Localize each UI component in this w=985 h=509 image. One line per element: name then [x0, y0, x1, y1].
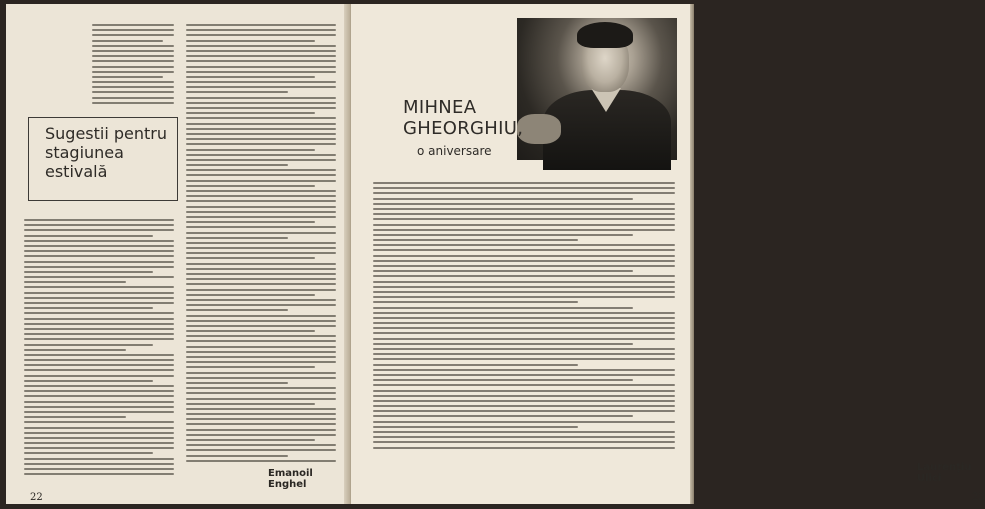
text-line — [92, 86, 174, 88]
text-line — [24, 318, 174, 320]
text-line — [186, 273, 336, 275]
text-line — [24, 328, 174, 330]
text-line — [24, 271, 153, 273]
text-line — [24, 349, 126, 351]
text-line — [186, 71, 336, 73]
text-line — [373, 338, 675, 340]
text-line — [373, 239, 578, 241]
text-line — [92, 102, 174, 104]
text-line — [373, 421, 675, 423]
text-line — [186, 403, 315, 405]
text-line — [24, 354, 174, 356]
text-line — [186, 164, 288, 166]
text-line — [24, 250, 174, 252]
right-author: Laurențiu Ulici — [917, 462, 972, 484]
text-line — [186, 86, 336, 88]
text-line — [186, 185, 315, 187]
text-line — [186, 216, 336, 218]
text-line — [373, 317, 675, 319]
text-line — [186, 180, 336, 182]
text-line — [373, 410, 675, 412]
text-line — [186, 387, 336, 389]
text-line — [373, 198, 633, 200]
text-line — [373, 358, 675, 360]
text-line — [186, 237, 288, 239]
text-line — [186, 76, 315, 78]
text-line — [24, 447, 174, 449]
magazine-spread — [6, 4, 985, 504]
text-line — [186, 377, 336, 379]
text-line — [92, 45, 174, 47]
text-line — [24, 312, 174, 314]
text-line — [186, 268, 336, 270]
text-line — [186, 356, 336, 358]
text-line — [373, 301, 578, 303]
text-line — [24, 286, 174, 288]
text-line — [186, 439, 315, 441]
text-line — [24, 375, 174, 377]
text-line — [92, 40, 163, 42]
text-line — [24, 235, 153, 237]
text-line — [373, 405, 675, 407]
text-line — [24, 463, 174, 465]
text-line — [373, 192, 675, 194]
text-line — [92, 24, 174, 26]
text-line — [373, 415, 633, 417]
text-line — [186, 361, 336, 363]
text-line — [24, 255, 174, 257]
right-page — [351, 4, 985, 504]
text-line — [92, 29, 174, 31]
text-line — [24, 458, 174, 460]
text-line — [24, 307, 153, 309]
text-line — [186, 200, 336, 202]
text-line — [186, 444, 336, 446]
text-line — [373, 441, 675, 443]
text-line — [186, 97, 336, 99]
text-line — [186, 398, 336, 400]
text-line — [24, 390, 174, 392]
text-line — [186, 418, 336, 420]
text-line — [186, 66, 336, 68]
text-line — [373, 436, 675, 438]
text-line — [186, 133, 336, 135]
text-line — [186, 434, 336, 436]
text-line — [186, 408, 336, 410]
text-line — [186, 29, 336, 31]
text-line — [186, 366, 315, 368]
text-line — [186, 315, 336, 317]
text-line — [373, 447, 675, 449]
text-line — [24, 224, 174, 226]
text-line — [373, 187, 675, 189]
text-line — [186, 299, 336, 301]
text-line — [24, 473, 174, 475]
text-line — [186, 24, 336, 26]
text-line — [186, 325, 336, 327]
text-line — [373, 390, 675, 392]
text-line — [186, 392, 336, 394]
text-line — [373, 384, 675, 386]
text-line — [373, 296, 675, 298]
text-line — [373, 348, 675, 350]
text-line — [186, 91, 288, 93]
left-column-bottom — [24, 219, 174, 478]
text-line — [186, 449, 336, 451]
text-line — [186, 60, 336, 62]
article-title-box — [28, 117, 178, 201]
text-line — [186, 123, 336, 125]
text-line — [24, 406, 174, 408]
text-line — [24, 338, 174, 340]
text-line — [373, 265, 675, 267]
text-line — [24, 380, 153, 382]
text-line — [24, 421, 174, 423]
text-line — [373, 400, 675, 402]
text-line — [92, 76, 163, 78]
text-line — [373, 218, 675, 220]
text-line — [186, 257, 315, 259]
text-line — [24, 452, 153, 454]
text-line — [186, 154, 336, 156]
text-line — [373, 374, 675, 376]
text-line — [186, 320, 336, 322]
portrait-title-line-2: GHEORGHIU, — [403, 118, 524, 139]
text-line — [186, 455, 288, 457]
article-title-line-2: stagiunea — [45, 143, 124, 162]
text-line — [186, 81, 336, 83]
text-line — [24, 442, 174, 444]
text-line — [373, 281, 675, 283]
text-line — [186, 190, 336, 192]
text-line — [373, 182, 675, 184]
text-line — [24, 395, 174, 397]
text-line — [186, 195, 336, 197]
text-line — [373, 426, 578, 428]
text-line — [24, 437, 174, 439]
text-line — [186, 278, 336, 280]
text-line — [24, 266, 174, 268]
text-line — [24, 245, 174, 247]
text-line — [186, 242, 336, 244]
text-line — [186, 330, 315, 332]
text-line — [24, 364, 174, 366]
text-line — [186, 382, 288, 384]
text-line — [186, 263, 336, 265]
text-line — [373, 229, 675, 231]
text-line — [186, 174, 336, 176]
portrait-subtitle: o aniversare — [417, 144, 492, 158]
text-line — [186, 221, 315, 223]
text-line — [373, 343, 633, 345]
text-line — [186, 429, 336, 431]
text-line — [373, 327, 675, 329]
text-line — [186, 304, 336, 306]
text-line — [373, 255, 675, 257]
text-line — [373, 249, 675, 251]
text-line — [186, 351, 336, 353]
text-line — [186, 128, 336, 130]
text-line — [24, 281, 126, 283]
text-line — [186, 372, 336, 374]
text-line — [24, 276, 174, 278]
text-line — [92, 81, 174, 83]
text-line — [373, 224, 675, 226]
text-line — [24, 401, 174, 403]
text-line — [186, 50, 336, 52]
text-line — [24, 229, 174, 231]
left-page-number: 22 — [30, 492, 43, 503]
text-line — [373, 307, 633, 309]
text-line — [373, 203, 675, 205]
text-line — [373, 395, 675, 397]
right-page-number: 23 — [972, 492, 985, 503]
text-line — [186, 247, 336, 249]
text-line — [373, 208, 675, 210]
text-line — [24, 432, 174, 434]
text-line — [186, 423, 336, 425]
text-line — [186, 294, 315, 296]
text-line — [24, 468, 174, 470]
text-line — [186, 149, 315, 151]
text-line — [373, 244, 675, 246]
text-line — [24, 219, 174, 221]
text-line — [186, 283, 336, 285]
text-line — [373, 275, 675, 277]
text-line — [186, 211, 336, 213]
text-line — [373, 353, 675, 355]
text-line — [373, 322, 675, 324]
text-line — [186, 252, 336, 254]
text-line — [24, 385, 174, 387]
portrait-title-line-1: MIHNEA — [403, 97, 477, 118]
text-line — [24, 427, 174, 429]
text-line — [92, 60, 174, 62]
text-line — [24, 240, 174, 242]
text-line — [24, 411, 174, 413]
text-line — [186, 226, 336, 228]
text-line — [92, 34, 174, 36]
text-line — [24, 292, 174, 294]
left-column-top — [92, 24, 174, 107]
text-line — [186, 413, 336, 415]
text-line — [186, 112, 315, 114]
text-line — [186, 45, 336, 47]
text-line — [186, 335, 336, 337]
text-line — [373, 369, 675, 371]
text-line — [186, 309, 288, 311]
text-line — [186, 102, 336, 104]
text-line — [373, 234, 633, 236]
text-line — [373, 312, 675, 314]
text-line — [24, 344, 153, 346]
text-line — [186, 138, 336, 140]
text-line — [186, 159, 336, 161]
left-author: Emanoil Enghel — [268, 468, 313, 490]
text-line — [373, 286, 675, 288]
text-line — [373, 270, 633, 272]
text-line — [92, 71, 174, 73]
text-line — [24, 297, 174, 299]
right-column — [186, 24, 336, 465]
text-line — [186, 206, 336, 208]
text-line — [373, 213, 675, 215]
text-line — [92, 55, 174, 57]
text-line — [24, 323, 174, 325]
text-line — [186, 34, 336, 36]
text-line — [186, 289, 336, 291]
text-line — [186, 346, 336, 348]
portrait-title — [403, 97, 543, 139]
text-line — [24, 359, 174, 361]
left-page — [6, 4, 349, 504]
text-line — [92, 66, 174, 68]
article-title-line-3: estivală — [45, 162, 108, 181]
text-line — [373, 379, 633, 381]
text-line — [186, 143, 336, 145]
text-line — [24, 416, 126, 418]
text-line — [373, 291, 675, 293]
text-line — [92, 91, 174, 93]
text-line — [373, 332, 675, 334]
text-line — [186, 340, 336, 342]
text-line — [92, 97, 174, 99]
page-edge — [690, 4, 694, 504]
text-line — [186, 117, 336, 119]
text-line — [373, 364, 578, 366]
text-line — [186, 460, 336, 462]
text-line — [186, 232, 336, 234]
text-line — [373, 431, 675, 433]
text-line — [186, 107, 336, 109]
text-line — [24, 261, 174, 263]
text-line — [186, 55, 336, 57]
text-line — [24, 333, 174, 335]
article-title-line-1: Sugestii pentru — [45, 124, 168, 143]
text-line — [186, 169, 336, 171]
text-line — [24, 369, 174, 371]
text-line — [24, 302, 174, 304]
right-article-body — [373, 182, 675, 452]
text-line — [186, 40, 315, 42]
text-line — [373, 260, 675, 262]
text-line — [92, 50, 174, 52]
